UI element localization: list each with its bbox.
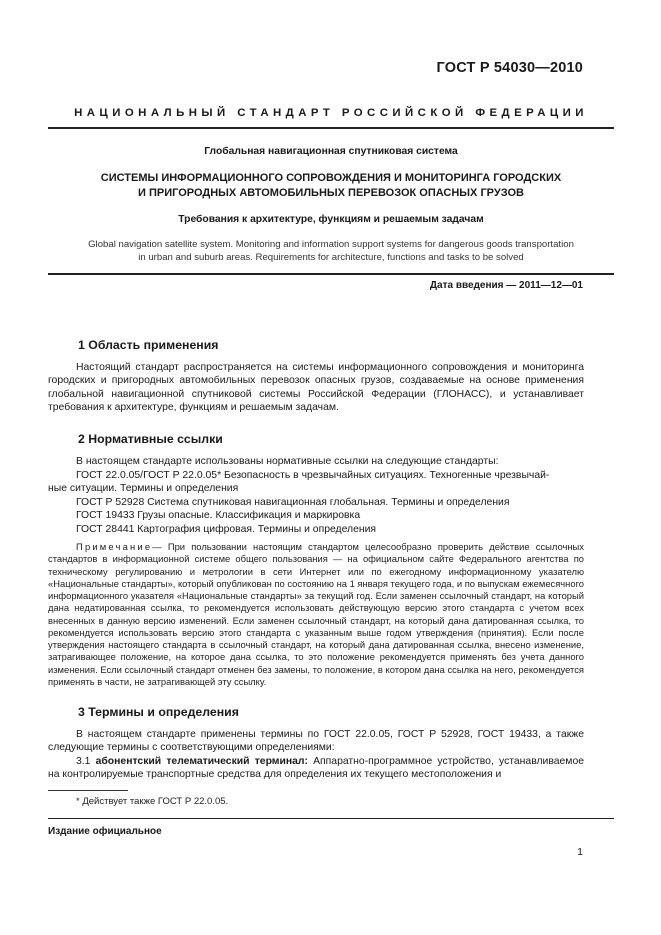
introduction-date: Дата введения — 2011—12—01: [429, 280, 583, 291]
reference-note: [48, 541, 584, 688]
page-number: 1: [577, 846, 583, 858]
footer-rule: [48, 818, 614, 819]
document-subtitle: Требования к архитектуре, функциям и решаемым задачам: [178, 214, 484, 225]
term-number: 3.1: [76, 755, 91, 767]
section-3-lead: В настоящем стандарте применены термины по ГОСТ 22.0.05, ГОСТ Р 52928, ГОСТ 19433, а также следующие термины с соответствующими определениями:: [48, 729, 584, 754]
section-3-text: [48, 728, 584, 781]
footnote-rule: [48, 790, 128, 791]
normative-references: [48, 455, 584, 537]
note-label: Примечание: [76, 541, 153, 552]
note-text: — При пользовании настоящим стандартом целесообразно проверить действие ссылочных стандартов в информационной системе общего пользования — на официальном сайте Федерального агентства по техническому регулированию и метрологии в сети Интернет или по ежегодному информационному указателю «Национальные стандарты», который опубликован по состоянию на 1 января текущего года, и по выпускам ежемесячного информационного указателя «Национальные стандарты» за текущий год. Если заменен ссылочный стандарт, на который дана недатированная ссылка, то рекомендуется использовать действующую версию этого стандарта с учетом всех внесенных в данную версию изменений. Если заменен ссылочный стандарт, на который дана датированная ссылка, то рекомендуется использовать версию этого стандарта с указанным выше годом утверждения (принятия). Если после утверждения настоящего стандарта в ссылочный стандарт, на который дана датированная ссылка, внесено изменение, затрагивающее положение, на которое дана ссылка, то это положение рекомендуется применять без учета данного изменения. Если ссылочный стандарт отменен без замены, то положение, в котором дана ссылка на него, рекомендуется применять в части, не затрагивающей эту ссылку.: [48, 541, 584, 687]
edition-label: Издание официальное: [48, 826, 162, 837]
term-definition: [48, 755, 584, 782]
section-1-paragraph: Настоящий стандарт распространяется на системы информационного сопровождения и мониторинга городских и пригородных автомобильных перевозок опасных грузов, создаваемые на основе применения глобальной навигационной спутниковой системы Российской Федерации (ГЛОНАСС), и устанавливает требования к архитектуре, функциям и решаемым задачам.: [48, 362, 584, 413]
section-1-heading: 1 Область применения: [78, 338, 219, 352]
document-title-line: И ПРИГОРОДНЫХ АВТОМОБИЛЬНЫХ ПЕРЕВОЗОК ОПАСНЫХ ГРУЗОВ: [138, 186, 524, 199]
reference-item: ГОСТ 19433 Грузы опасные. Классификация и маркировка: [76, 510, 361, 522]
national-standard-banner: НАЦИОНАЛЬНЫЙ СТАНДАРТ РОССИЙСКОЙ ФЕДЕРАЦИИ: [74, 107, 588, 119]
reference-item: ГОСТ 28441 Картография цифровая. Термины и определения: [76, 523, 377, 535]
references-lead: В настоящем стандарте использованы нормативные ссылки на следующие стандарты:: [76, 456, 499, 467]
header-rule: [48, 127, 614, 129]
section-2-heading: 2 Нормативные ссылки: [78, 432, 223, 446]
reference-item: ГОСТ Р 52928 Система спутниковая навигационная глобальная. Термины и определения: [76, 496, 510, 508]
document-title-line: СИСТЕМЫ ИНФОРМАЦИОННОГО СОПРОВОЖДЕНИЯ И МОНИТОРИНГА ГОРОДСКИХ: [100, 172, 562, 184]
system-title: Глобальная навигационная спутниковая система: [204, 146, 458, 157]
section-1-text: [48, 361, 584, 414]
term-name: абонентский телематический терминал:: [95, 755, 308, 767]
term-definition-text: Аппаратно-программное устройство, устанавливаемое на контролируемые транспортные средства для определения их текущего местоположения и: [48, 755, 585, 780]
reference-item-continued: ные ситуации. Термины и определения: [48, 483, 239, 495]
section-3-heading: 3 Термины и определения: [78, 705, 239, 719]
english-title: [48, 238, 614, 264]
document-title: [48, 171, 614, 200]
standard-code: ГОСТ Р 54030—2010: [436, 60, 583, 76]
english-title-line: Global navigation satellite system. Monitoring and information support systems for dangerous goods transportation: [88, 239, 574, 250]
english-title-line: in urban and suburb areas. Requirements for architecture, functions and tasks to be solved: [138, 252, 524, 263]
footnote: * Действует также ГОСТ Р 22.0.05.: [76, 796, 229, 807]
intro-rule: [48, 273, 614, 275]
reference-item: ГОСТ 22.0.05/ГОСТ Р 22.0.05* Безопасность в чрезвычайных ситуациях. Техногенные чрезвычай-: [76, 469, 550, 481]
